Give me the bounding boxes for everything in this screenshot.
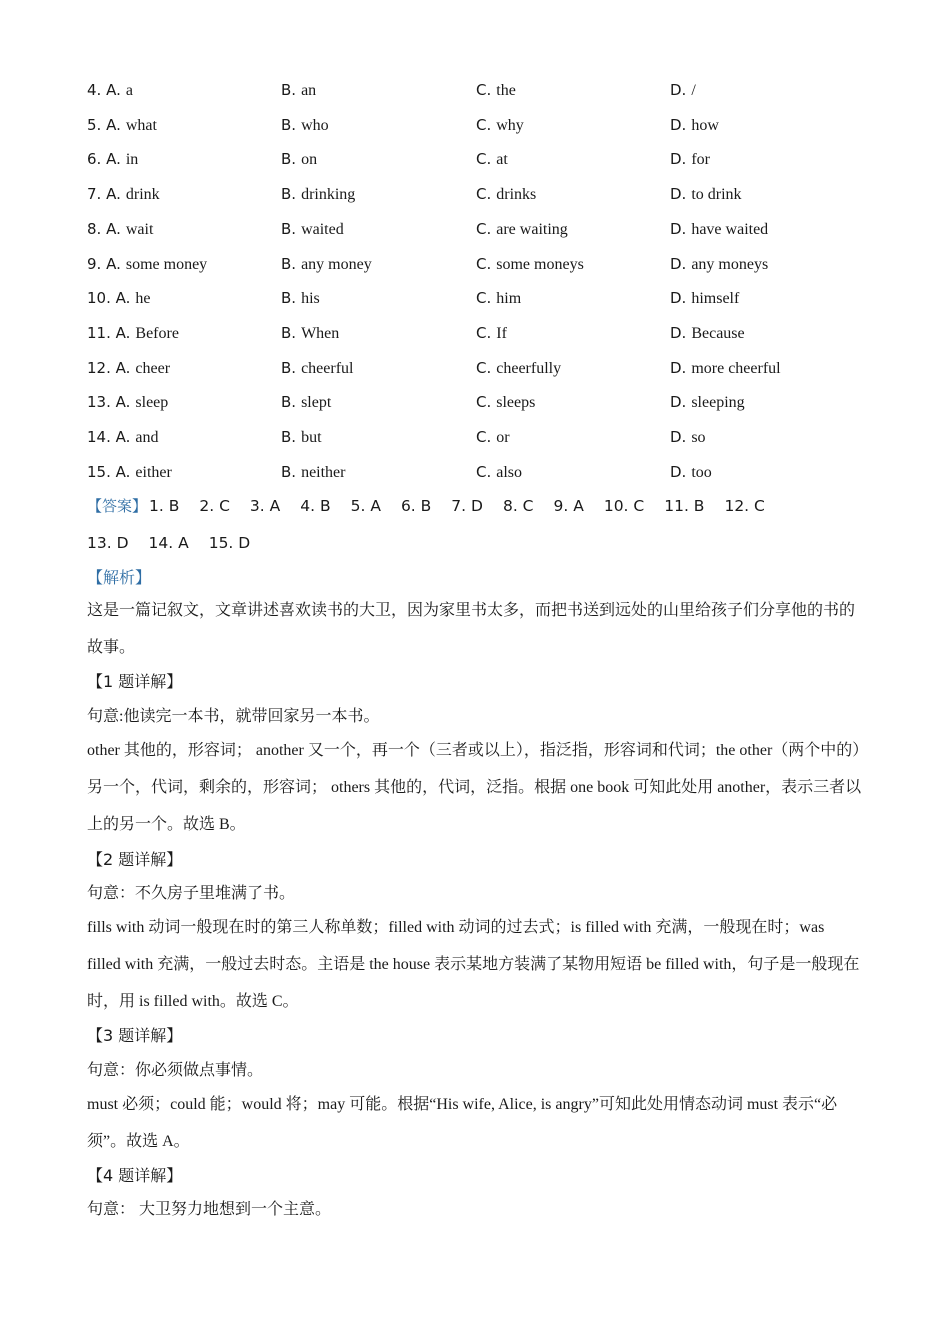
question-row bbox=[87, 422, 867, 452]
option-b bbox=[281, 249, 372, 280]
option-text: some money bbox=[125, 255, 208, 273]
option-letter: A. bbox=[106, 115, 121, 134]
question-number: 9. bbox=[87, 254, 102, 273]
option-c bbox=[476, 318, 507, 349]
option-text: who bbox=[301, 116, 329, 134]
analysis-tag: 【解析】 bbox=[87, 568, 152, 587]
question-row bbox=[87, 318, 867, 348]
option-label: B. bbox=[281, 219, 297, 238]
option-label bbox=[87, 116, 121, 134]
option-c bbox=[476, 249, 584, 280]
option-label: C. bbox=[476, 289, 492, 308]
option-d bbox=[670, 144, 710, 175]
q2-detail: fills with 动词一般现在时的第三人称单数；filled with 动词的过去式；is filled with 充满，一般现在时；was filled with 充满，一般过去时态。主语是 the house 表示某地方装满了某物用短语 be filled with，句子是一般现在时，用 is filled with。故选 C。 bbox=[87, 919, 860, 1010]
answer-line-2 bbox=[87, 528, 867, 558]
option-label bbox=[87, 324, 130, 342]
option-b bbox=[281, 75, 316, 106]
option-label: C. bbox=[476, 115, 492, 134]
option-c bbox=[476, 283, 521, 314]
option-label bbox=[87, 185, 121, 203]
option-b bbox=[281, 422, 322, 453]
option-letter: A. bbox=[106, 150, 121, 169]
question-row bbox=[87, 353, 867, 383]
q3-heading: 【3 题详解】 bbox=[87, 1026, 183, 1045]
answer-item: 12. C bbox=[724, 497, 765, 515]
q4-heading: 【4 题详解】 bbox=[87, 1166, 183, 1185]
option-label bbox=[87, 289, 130, 307]
q3-detail: must 必须；could 能；would 将；may 可能。根据“His wife, Alice, is angry”可知此处用情态动词 must 表示“必须”。故选 A。 bbox=[87, 1096, 838, 1150]
option-text: sleeps bbox=[496, 394, 536, 412]
q2-heading: 【2 题详解】 bbox=[87, 850, 183, 869]
option-b bbox=[281, 318, 339, 349]
answer-item: 14. A bbox=[148, 534, 189, 552]
option-text: drinking bbox=[301, 186, 356, 204]
option-label: B. bbox=[281, 358, 297, 377]
option-text: waited bbox=[301, 220, 344, 238]
option-label: C. bbox=[476, 323, 492, 342]
option-text: how bbox=[691, 116, 719, 134]
option-a bbox=[87, 353, 170, 384]
option-b bbox=[281, 387, 331, 418]
option-text: an bbox=[301, 82, 317, 99]
question-row bbox=[87, 144, 867, 174]
question-number: 13. bbox=[87, 393, 111, 412]
option-label: D. bbox=[670, 393, 687, 412]
option-letter: A. bbox=[106, 185, 121, 204]
option-label: C. bbox=[476, 428, 492, 446]
option-label bbox=[87, 428, 130, 446]
option-a bbox=[87, 249, 207, 280]
option-letter: A. bbox=[115, 393, 131, 412]
question-row bbox=[87, 387, 867, 417]
question-row bbox=[87, 283, 867, 313]
option-label: C. bbox=[476, 393, 492, 412]
option-text: he bbox=[135, 290, 151, 308]
option-text: and bbox=[135, 429, 159, 446]
option-text: / bbox=[691, 82, 696, 99]
option-label bbox=[87, 220, 121, 238]
option-a bbox=[87, 214, 153, 245]
option-label: D. bbox=[670, 462, 687, 481]
option-label bbox=[87, 81, 121, 99]
option-c bbox=[476, 387, 535, 418]
option-text: Before bbox=[135, 324, 179, 342]
answer-item: 3. A bbox=[249, 497, 281, 515]
option-label: D. bbox=[670, 323, 687, 342]
option-text: too bbox=[691, 463, 712, 481]
answer-item: 2. C bbox=[199, 497, 230, 515]
option-d bbox=[670, 179, 742, 210]
option-text: so bbox=[691, 429, 706, 446]
answer-item: 4. B bbox=[300, 497, 331, 515]
option-label: D. bbox=[670, 115, 687, 134]
option-label: C. bbox=[476, 219, 492, 238]
answer-item: 13. D bbox=[87, 534, 129, 552]
answer-item: 11. B bbox=[664, 497, 705, 515]
option-a bbox=[87, 144, 138, 175]
option-text: neither bbox=[301, 463, 346, 481]
option-text: have waited bbox=[691, 220, 769, 238]
option-c bbox=[476, 144, 508, 175]
option-d bbox=[670, 353, 781, 384]
option-text: why bbox=[496, 116, 524, 134]
option-label: C. bbox=[476, 254, 492, 273]
option-text: the bbox=[496, 82, 516, 99]
option-a bbox=[87, 75, 133, 106]
option-label bbox=[87, 150, 121, 168]
option-letter: A. bbox=[115, 323, 131, 342]
question-number: 5. bbox=[87, 115, 102, 134]
q1-detail: other 其他的，形容词； another 又一个，再一个（三者或以上），指泛指，形容词和代词；the other（两个中的）另一个，代词，剩余的，形容词； others 其他的，代词，泛指。根据 one book 可知此处用 another，表示三者以上的另一个。故选 B。 bbox=[87, 742, 862, 833]
option-text: drinks bbox=[496, 186, 537, 204]
q3-sentence: 句意：你必须做点事情。 bbox=[87, 1062, 264, 1079]
option-label: B. bbox=[281, 185, 297, 204]
question-number: 7. bbox=[87, 185, 102, 204]
option-c bbox=[476, 457, 522, 488]
option-d bbox=[670, 387, 745, 418]
answer-item: 7. D bbox=[451, 497, 483, 515]
option-text: any moneys bbox=[691, 255, 769, 273]
option-text: for bbox=[691, 151, 710, 169]
option-label: D. bbox=[670, 289, 687, 308]
option-c bbox=[476, 214, 568, 245]
answer-item: 15. D bbox=[208, 534, 251, 552]
question-row bbox=[87, 214, 867, 244]
answer-item: 1. B bbox=[149, 497, 180, 515]
option-label bbox=[87, 463, 130, 481]
option-letter: A. bbox=[106, 254, 121, 273]
option-label: B. bbox=[281, 428, 297, 446]
question-number: 14. bbox=[87, 428, 111, 446]
option-label: D. bbox=[670, 428, 687, 446]
option-d bbox=[670, 457, 712, 488]
option-a bbox=[87, 179, 160, 210]
option-text: cheerful bbox=[301, 359, 354, 377]
option-letter: A. bbox=[115, 289, 131, 308]
option-label: C. bbox=[476, 462, 492, 481]
question-row bbox=[87, 75, 867, 105]
option-b bbox=[281, 179, 355, 210]
option-d bbox=[670, 110, 719, 141]
option-label: B. bbox=[281, 115, 297, 134]
answer-item: 5. A bbox=[350, 497, 381, 515]
question-row bbox=[87, 179, 867, 209]
option-b bbox=[281, 214, 344, 245]
option-text: wait bbox=[125, 220, 154, 238]
option-b bbox=[281, 144, 317, 175]
option-label: C. bbox=[476, 150, 492, 169]
answer-tag: 【答案】 bbox=[87, 497, 148, 515]
option-letter: A. bbox=[115, 462, 131, 481]
option-c bbox=[476, 353, 561, 384]
option-text: are waiting bbox=[496, 220, 568, 238]
option-text: to drink bbox=[691, 186, 742, 204]
option-letter: A. bbox=[115, 428, 131, 446]
option-text: If bbox=[496, 324, 507, 342]
option-label: B. bbox=[281, 254, 297, 273]
option-d bbox=[670, 318, 745, 349]
option-text: sleep bbox=[135, 394, 169, 412]
question-number: 11. bbox=[87, 323, 111, 342]
option-letter: A. bbox=[106, 219, 121, 238]
option-text: When bbox=[301, 324, 340, 342]
option-label: B. bbox=[281, 150, 297, 169]
question-number: 15. bbox=[87, 462, 111, 481]
option-text: any money bbox=[301, 255, 372, 273]
question-row bbox=[87, 457, 867, 487]
question-number: 8. bbox=[87, 219, 102, 238]
option-c bbox=[476, 110, 524, 141]
option-label: C. bbox=[476, 81, 492, 99]
answer-item: 6. B bbox=[400, 497, 432, 515]
question-number: 10. bbox=[87, 289, 111, 308]
option-label: D. bbox=[670, 185, 687, 204]
option-label: D. bbox=[670, 254, 687, 273]
option-text: in bbox=[125, 151, 139, 169]
option-b bbox=[281, 110, 329, 141]
option-a bbox=[87, 283, 151, 314]
option-c bbox=[476, 179, 536, 210]
option-text: cheer bbox=[135, 359, 171, 377]
option-a bbox=[87, 318, 179, 349]
q1-sentence: 句意:他读完一本书，就带回家另一本书。 bbox=[87, 708, 380, 725]
option-label: B. bbox=[281, 393, 297, 412]
option-d bbox=[670, 422, 706, 453]
option-text: Because bbox=[691, 324, 745, 342]
question-row bbox=[87, 110, 867, 140]
option-label bbox=[87, 255, 121, 273]
option-label: B. bbox=[281, 81, 297, 99]
option-text: what bbox=[125, 116, 157, 134]
answer-item: 9. A bbox=[553, 497, 584, 515]
option-text: slept bbox=[301, 394, 332, 412]
answer-line-1 bbox=[87, 491, 867, 521]
option-label: D. bbox=[670, 81, 687, 99]
option-text: more cheerful bbox=[691, 359, 781, 377]
question-number: 12. bbox=[87, 358, 111, 377]
option-text: but bbox=[301, 429, 322, 446]
option-text: some moneys bbox=[496, 255, 584, 273]
q1-heading: 【1 题详解】 bbox=[87, 672, 183, 691]
q2-sentence: 句意：不久房子里堆满了书。 bbox=[87, 885, 296, 902]
option-text: his bbox=[301, 290, 320, 308]
option-c bbox=[476, 422, 510, 453]
option-a bbox=[87, 110, 157, 141]
option-a bbox=[87, 422, 159, 453]
question-number: 4. bbox=[87, 81, 102, 99]
option-a bbox=[87, 387, 168, 418]
option-label: B. bbox=[281, 289, 297, 308]
option-label: C. bbox=[476, 185, 492, 204]
question-row bbox=[87, 249, 867, 279]
option-text: sleeping bbox=[691, 394, 745, 412]
option-d bbox=[670, 75, 696, 106]
option-d bbox=[670, 214, 768, 245]
option-a bbox=[87, 457, 172, 488]
option-letter: A. bbox=[115, 358, 131, 377]
option-text: or bbox=[496, 429, 510, 446]
option-b bbox=[281, 353, 353, 384]
answer-item: 10. C bbox=[603, 497, 645, 515]
option-label bbox=[87, 393, 130, 411]
option-text: him bbox=[496, 290, 522, 308]
option-label: C. bbox=[476, 358, 492, 377]
option-d bbox=[670, 283, 739, 314]
option-b bbox=[281, 457, 345, 488]
option-text: also bbox=[496, 463, 523, 481]
option-text: drink bbox=[125, 186, 160, 204]
option-letter: A. bbox=[106, 81, 121, 99]
option-text: cheerfully bbox=[496, 359, 562, 377]
option-label: B. bbox=[281, 323, 297, 342]
option-text: at bbox=[496, 151, 508, 169]
option-c bbox=[476, 75, 516, 106]
option-label: D. bbox=[670, 219, 687, 238]
question-number: 6. bbox=[87, 150, 102, 169]
option-text: on bbox=[301, 151, 318, 169]
option-label: D. bbox=[670, 358, 687, 377]
option-text: a bbox=[125, 82, 133, 99]
option-d bbox=[670, 249, 768, 280]
answer-item: 8. C bbox=[502, 497, 534, 515]
analysis-intro: 这是一篇记叙文，文章讲述喜欢读书的大卫，因为家里书太多，而把书送到远处的山里给孩子们分享他的书的故事。 bbox=[87, 602, 856, 656]
option-label: D. bbox=[670, 150, 687, 169]
option-label: B. bbox=[281, 462, 297, 481]
option-b bbox=[281, 283, 320, 314]
option-text: either bbox=[135, 463, 172, 481]
option-label bbox=[87, 359, 130, 377]
q4-sentence: 句意： 大卫努力地想到一个主意。 bbox=[87, 1201, 332, 1218]
option-text: himself bbox=[691, 290, 740, 308]
